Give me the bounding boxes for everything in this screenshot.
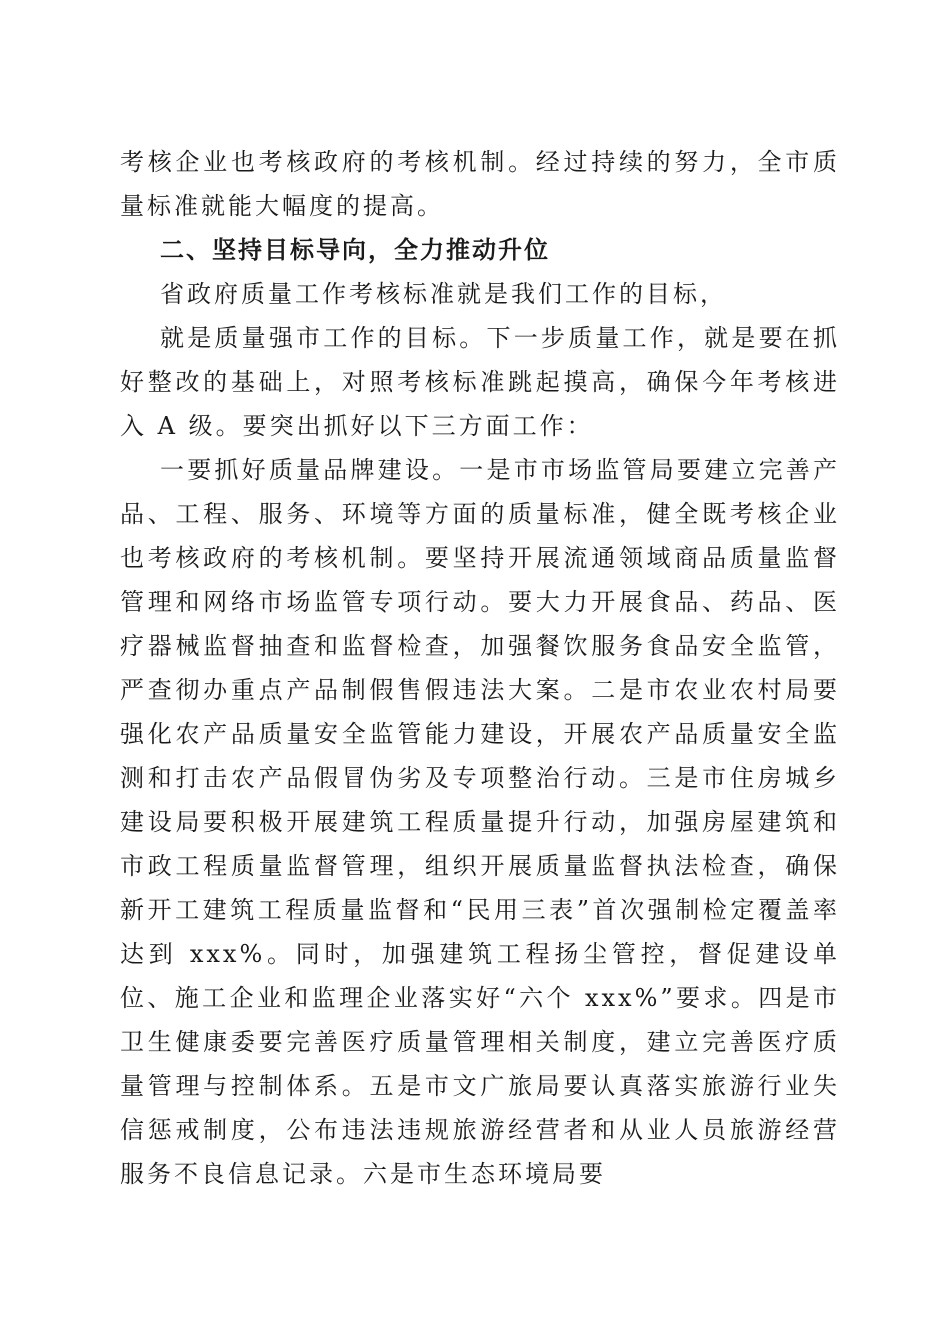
paragraph-next-steps: 就是质量强市工作的目标。下一步质量工作，就是要在抓好整改的基础上，对照考核标准跳起摸高，确保今年考核进入 A 级。要突出抓好以下三方面工作：	[120, 324, 840, 440]
paragraph-continuation: 考核企业也考核政府的考核机制。经过持续的努力，全市质量标准就能大幅度的提高。	[120, 148, 840, 220]
paragraph-goal-statement: 省政府质量工作考核标准就是我们工作的目标，	[160, 280, 727, 308]
section-heading: 二、坚持目标导向，全力推动升位	[160, 236, 550, 264]
paragraph-quality-brand: 一要抓好质量品牌建设。一是市市场监管局要建立完善产品、工程、服务、环境等方面的质量标准，健全既考核企业也考核政府的考核机制。要坚持开展流通领域商品质量监督管理和网络市场监管专项行动。要大力开展食品、药品、医疗器械监督抽查和监督检查，加强餐饮服务食品安全监管，严查彻办重点产品制假售假违法大案。二是市农业农村局要强化农产品质量安全监管能力建设，开展农产品质量安全监测和打击农产品假冒伪劣及专项整治行动。三是市住房城乡建设局要积极开展建筑工程质量提升行动，加强房屋建筑和市政工程质量监督管理，组织开展质量监督执法检查，确保新开工建筑工程质量监督和“民用三表”首次强制检定覆盖率达到 xxx%。同时，加强建筑工程扬尘管控，督促建设单位、施工企业和监理企业落实好“六个 xxx%”要求。四是市卫生健康委要完善医疗质量管理相关制度，建立完善医疗质量管理与控制体系。五是市文广旅局要认真落实旅游行业失信惩戒制度，公布违法违规旅游经营者和从业人员旅游经营服务不良信息记录。六是市生态环境局要	[120, 456, 840, 1188]
document-body	[120, 140, 840, 1196]
